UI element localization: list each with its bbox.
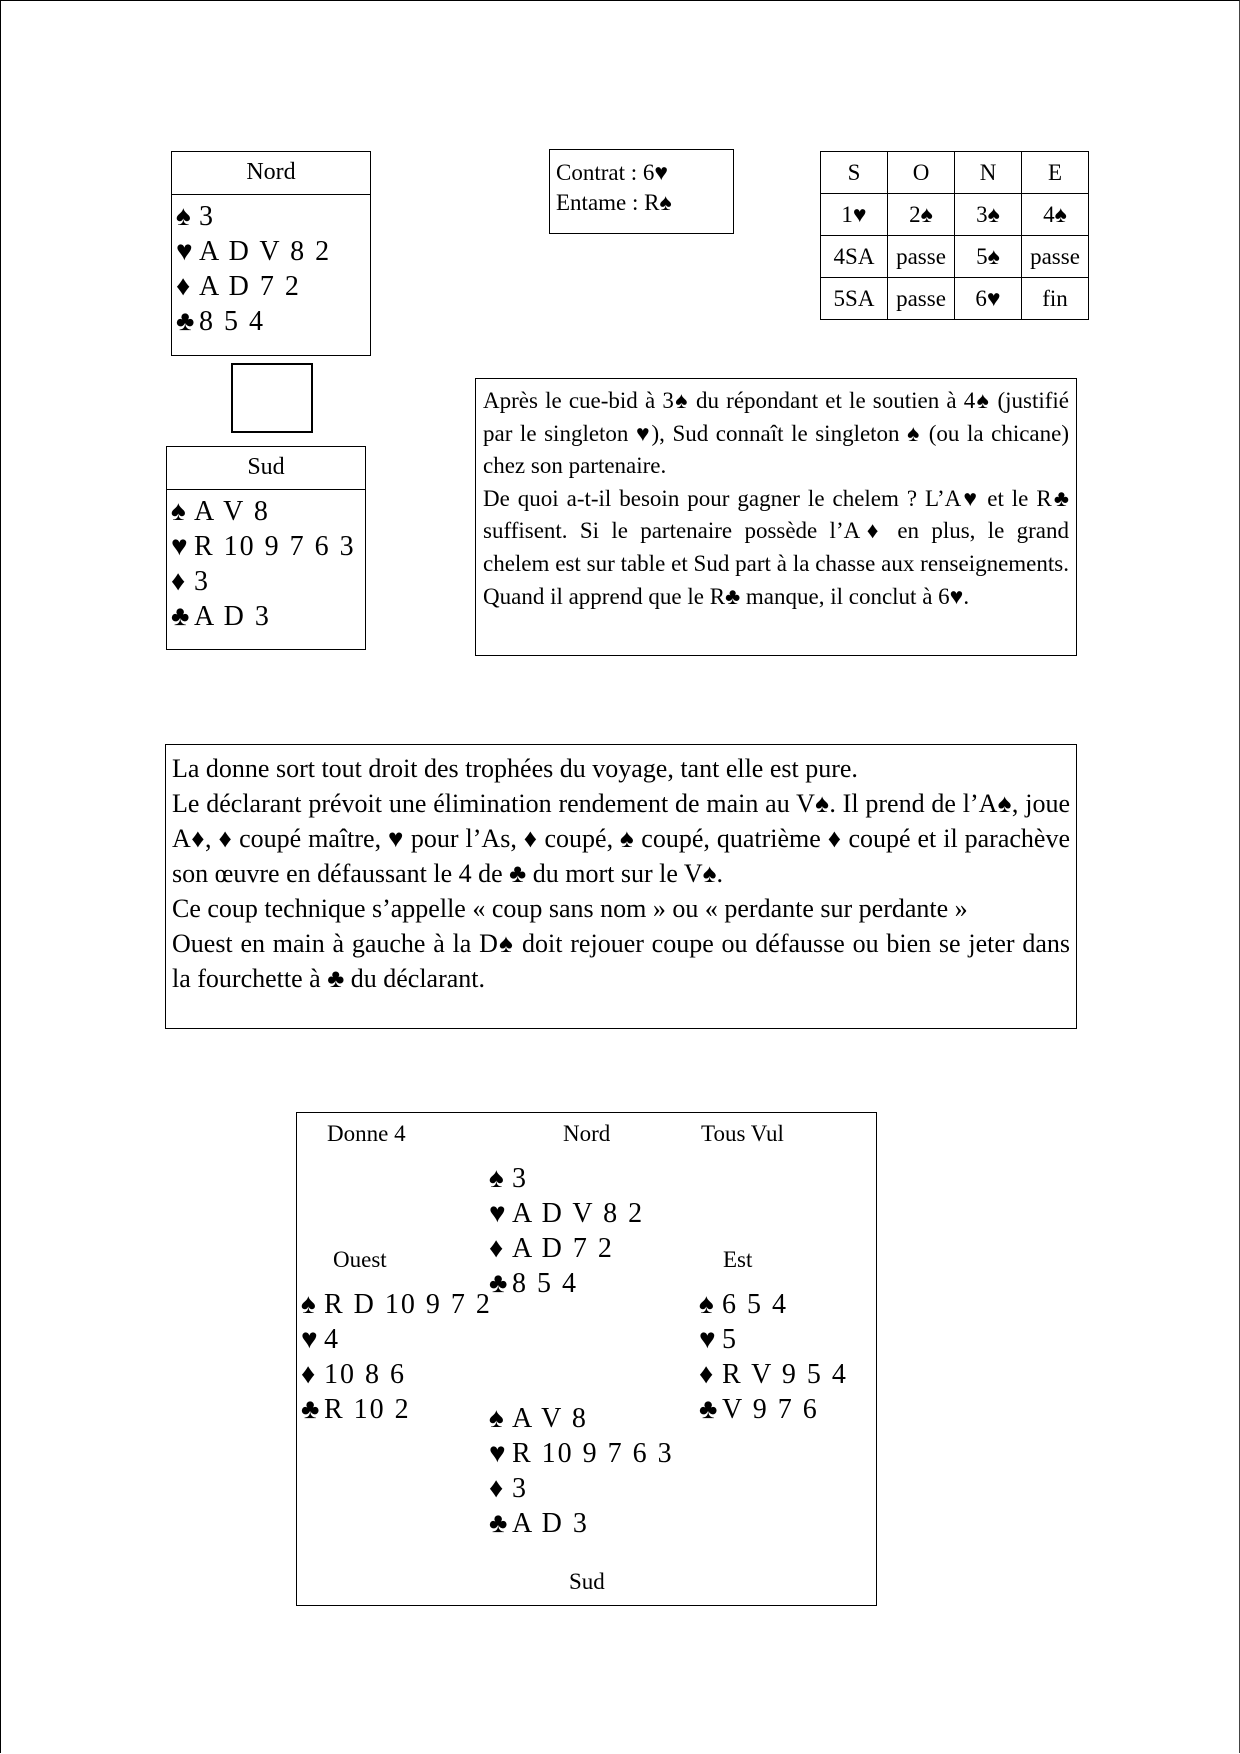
club-icon: ♣ — [489, 1268, 508, 1299]
analysis-paragraph: Le déclarant prévoit une élimination rendement de main au V♠. Il prend de l’A♠, joue A♦, ♦ coupé maître, ♥ pour l’As, ♦ coupé, ♠ coupé, quatrième ♦ coupé et il parachève son œuvre en défaussant le 4 de ♣ du mort sur le V♠. — [172, 789, 1070, 888]
club-icon: ♣ — [171, 601, 190, 632]
analysis-paragraph: Ce coup technique s’appelle « coup sans nom » ou « perdante sur perdante » — [172, 894, 968, 923]
diamond-icon: ♦ — [176, 271, 191, 302]
deal-diagram — [296, 1112, 877, 1606]
spade-icon: ♠ — [171, 496, 186, 527]
deal-north-label: Nord — [563, 1121, 611, 1146]
heart-icon: ♥ — [171, 531, 188, 562]
commentary-box — [475, 378, 1077, 656]
analysis-box — [165, 744, 1077, 1029]
club-icon: ♣ — [699, 1394, 718, 1425]
south-clubs: ♣ A D 3 — [171, 601, 271, 632]
heart-icon: ♥ — [176, 236, 193, 267]
south-hearts: ♥ R 10 9 7 6 3 — [171, 531, 356, 562]
deal-north-hand: ♠ 3 ♥ A D V 8 2 ♦ A D 7 2 ♣ 8 5 4 — [489, 1163, 645, 1299]
club-icon: ♣ — [176, 306, 195, 337]
deal-east-hand: ♠ 6 5 4 ♥ 5 ♦ R V 9 5 4 ♣ V 9 7 6 — [699, 1289, 848, 1425]
bid-cell: 6♥ — [955, 278, 1022, 320]
south-diamonds: ♦ 3 — [171, 566, 210, 597]
heart-icon: ♥ — [489, 1438, 506, 1469]
deal-south-label: Sud — [569, 1569, 605, 1594]
north-diamonds: ♦ A D 7 2 — [176, 271, 301, 302]
analysis-paragraph: La donne sort tout droit des trophées du voyage, tant elle est pure. — [172, 754, 858, 783]
deal-number: Donne 4 — [327, 1121, 406, 1146]
commentary-paragraph: De quoi a-t-il besoin pour gagner le chelem ? L’A♥ et le R♣ suffisent. Si le partenaire possède l’A♦ en plus, le grand chelem est sur table et Sud part à la chasse aux renseignements. Quand il apprend que le R♣ manque, il conclut à 6♥. — [483, 485, 1069, 609]
north-spades: ♠ 3 — [176, 201, 215, 232]
north-clubs: ♣ 8 5 4 — [176, 306, 265, 337]
bidding-row — [821, 236, 1089, 278]
deal-west-label: Ouest — [333, 1247, 387, 1272]
table-square — [231, 363, 313, 433]
club-icon: ♣ — [301, 1394, 320, 1425]
spade-icon: ♠ — [699, 1289, 714, 1320]
diamond-icon: ♦ — [489, 1233, 504, 1264]
north-hand-title: Nord — [172, 152, 370, 195]
opening-lead-line: Entame : R♠ — [556, 190, 672, 215]
heart-icon: ♥ — [301, 1324, 318, 1355]
bid-cell: passe — [1022, 236, 1089, 278]
spade-icon: ♠ — [301, 1289, 316, 1320]
north-hand-box — [171, 151, 371, 356]
bidding-header-e: E — [1022, 152, 1089, 194]
south-spades: ♠ A V 8 — [171, 496, 270, 527]
bid-cell: 2♠ — [888, 194, 955, 236]
spade-icon: ♠ — [176, 201, 191, 232]
bid-cell: 4SA — [821, 236, 888, 278]
diamond-icon: ♦ — [171, 566, 186, 597]
commentary-paragraph: Après le cue-bid à 3♠ du répondant et le soutien à 4♠ (justifié par le singleton ♥), Sud connaît le singleton ♠ (ou la chicane) chez son partenaire. — [483, 388, 1069, 479]
bid-cell: 5SA — [821, 278, 888, 320]
bidding-table — [820, 151, 1089, 320]
bid-cell: 5♠ — [955, 236, 1022, 278]
deal-east-label: Est — [723, 1247, 753, 1272]
heart-icon: ♥ — [699, 1324, 716, 1355]
diamond-icon: ♦ — [301, 1359, 316, 1390]
contract-box — [549, 149, 734, 234]
diamond-icon: ♦ — [489, 1473, 504, 1504]
analysis-paragraph: Ouest en main à gauche à la D♠ doit rejouer coupe ou défausse ou bien se jeter dans la fourchette à ♣ du déclarant. — [172, 929, 1070, 993]
south-hand-box — [166, 446, 366, 650]
diamond-icon: ♦ — [699, 1359, 714, 1390]
spade-icon: ♠ — [489, 1403, 504, 1434]
bidding-header-row — [821, 152, 1089, 194]
bid-cell: 1♥ — [821, 194, 888, 236]
club-icon: ♣ — [489, 1508, 508, 1539]
bidding-row — [821, 194, 1089, 236]
bidding-header-n: N — [955, 152, 1022, 194]
bidding-header-s: S — [821, 152, 888, 194]
deal-west-hand: ♠ R D 10 9 7 2 ♥ 4 ♦ 10 8 6 ♣ R 10 2 — [301, 1289, 492, 1425]
spade-icon: ♠ — [489, 1163, 504, 1194]
south-hand-title: Sud — [167, 447, 365, 490]
north-hearts: ♥ A D V 8 2 — [176, 236, 332, 267]
deal-south-hand: ♠ A V 8 ♥ R 10 9 7 6 3 ♦ 3 ♣ A D 3 — [489, 1403, 674, 1539]
heart-icon: ♥ — [489, 1198, 506, 1229]
bid-cell: 4♠ — [1022, 194, 1089, 236]
bidding-header-o: O — [888, 152, 955, 194]
bid-cell: passe — [888, 236, 955, 278]
bid-cell: passe — [888, 278, 955, 320]
bid-cell: 3♠ — [955, 194, 1022, 236]
bid-cell: fin — [1022, 278, 1089, 320]
contract-line: Contrat : 6♥ — [556, 160, 669, 185]
deal-vulnerability: Tous Vul — [701, 1121, 784, 1146]
bidding-row — [821, 278, 1089, 320]
